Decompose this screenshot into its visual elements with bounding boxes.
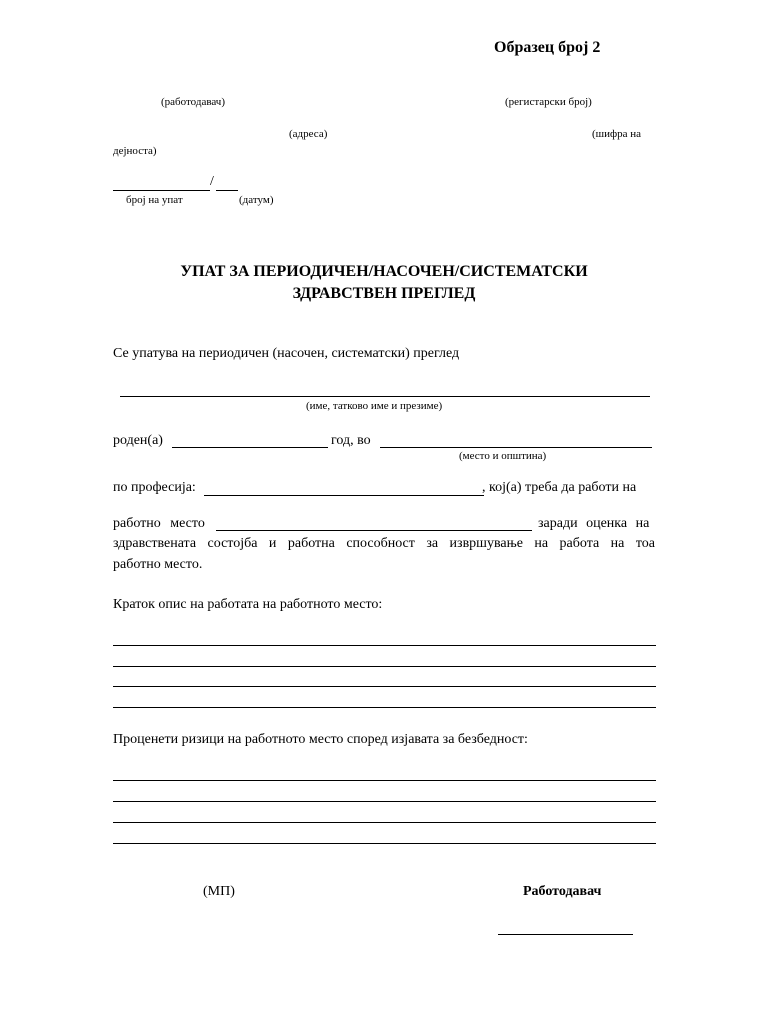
full-name-caption: (име, татково име и презиме) [306, 400, 443, 412]
document-title-line2: ЗДРАВСТВЕН ПРЕГЛЕД [292, 285, 476, 302]
birth-place-caption: (место и општина) [459, 450, 547, 462]
assessed-risks-line [113, 843, 656, 844]
registration-number-caption: (регистарски број) [505, 96, 592, 108]
date-caption: (датум) [239, 194, 274, 206]
assessed-risks-line [113, 822, 656, 823]
referral-intro: Се упатува на периодичен (насочен, систематски) преглед [113, 346, 460, 361]
work-description-line [113, 686, 656, 687]
slash-separator: / [210, 174, 214, 189]
employer-signature-label: Работодавач [523, 884, 602, 899]
activity-code-caption-continued: дејноста) [113, 145, 157, 157]
work-description-label: Краток опис на работата на работното место: [113, 597, 383, 612]
year-label: год, во [331, 433, 371, 448]
work-description-line [113, 666, 656, 667]
born-label: роден(а) [113, 433, 163, 448]
workplace-line [216, 530, 532, 531]
address-caption: (адреса) [289, 128, 328, 140]
employer-caption: (работодавач) [161, 96, 226, 108]
assessed-risks-label: Проценети ризици на работното место според изјавата за безбедност: [113, 732, 528, 747]
stamp-placeholder: (МП) [203, 884, 235, 899]
assessed-risks-line [113, 780, 656, 781]
work-description-line [113, 707, 656, 708]
workplace-suffix: заради оценка на [538, 516, 650, 531]
document-title-line1: УПАТ ЗА ПЕРИОДИЧЕН/НАСОЧЕН/СИСТЕМАТСКИ [180, 263, 588, 280]
workplace-paragraph-line2: здравствената состојба и работна способност за извршување на работа на тоа [113, 536, 655, 551]
form-number: Образец број 2 [494, 39, 601, 56]
employer-signature-line [498, 934, 633, 935]
referral-number-line [113, 190, 210, 191]
full-name-line [120, 396, 650, 397]
workplace-paragraph-line3: работно место. [113, 557, 203, 572]
workplace-label: работно место [113, 516, 205, 531]
profession-line [204, 495, 484, 496]
assessed-risks-line [113, 801, 656, 802]
activity-code-caption: (шифра на [592, 128, 642, 140]
profession-label: по професија: [113, 480, 196, 495]
birth-year-line [172, 447, 328, 448]
date-line [216, 190, 238, 191]
work-description-line [113, 645, 656, 646]
birth-place-line [380, 447, 652, 448]
profession-suffix: , кој(а) треба да работи на [482, 480, 637, 495]
referral-number-caption: број на упат [126, 194, 183, 206]
